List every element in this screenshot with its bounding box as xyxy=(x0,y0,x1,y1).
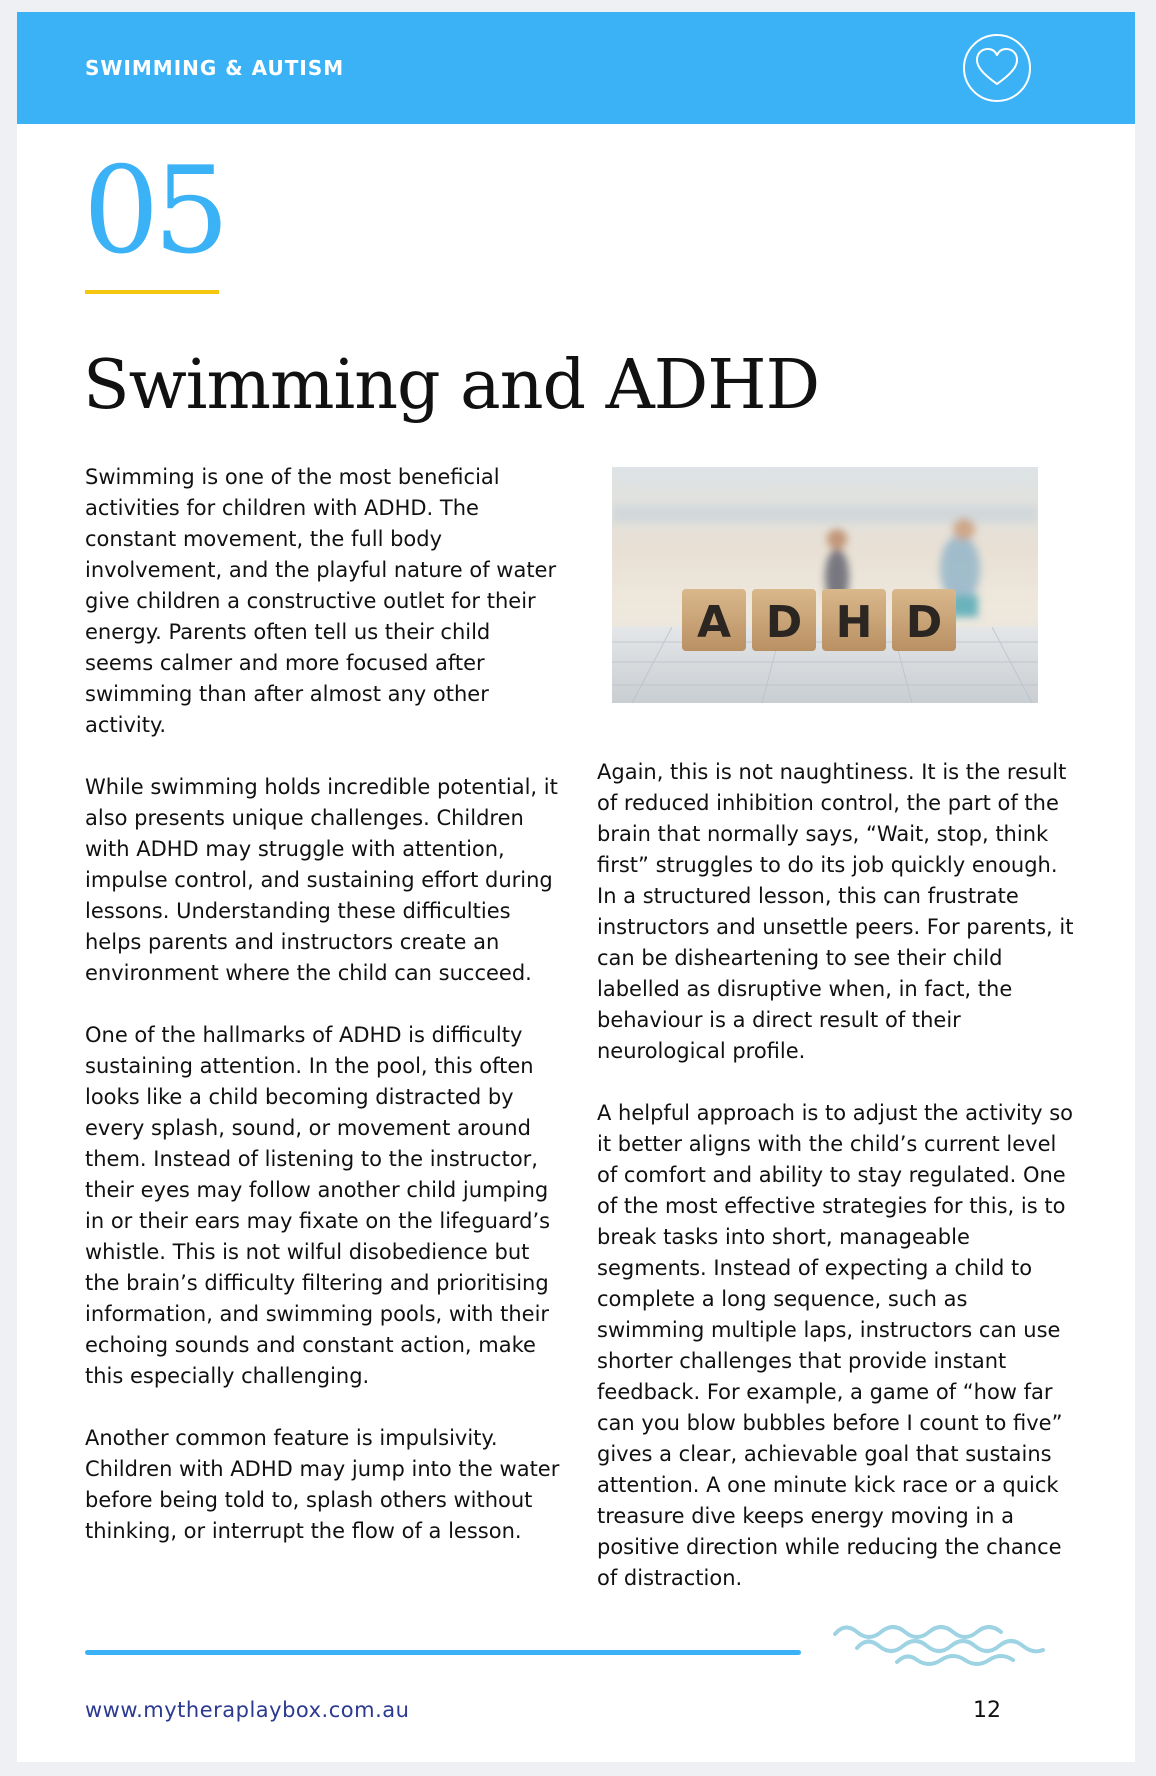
right-column xyxy=(597,757,1079,1625)
block-letter: D xyxy=(765,597,803,648)
header-title: SWIMMING & AUTISM xyxy=(85,56,345,80)
page-title: Swimming and ADHD xyxy=(83,346,820,425)
paragraph: While swimming holds incredible potential, it also presents unique challenges. Children with ADHD may struggle with attention, impulse control, and sustaining effort during lessons. Understanding these difficulties helps parents and instructors create an environment where the child can succeed. xyxy=(85,775,558,985)
block-letter: H xyxy=(835,597,873,648)
chapter-underline xyxy=(85,290,219,294)
footer-divider xyxy=(85,1650,801,1655)
header-bar xyxy=(17,12,1135,124)
paragraph: Swimming is one of the most beneficial activities for children with ADHD. The constant movement, the full body involvement, and the playful nature of water give children a constructive outlet for their energy. Parents often tell us their child seems calmer and more focused after swimming than after almost any other activity. xyxy=(85,465,557,737)
page-number: 12 xyxy=(973,1698,1001,1723)
paragraph: Another common feature is impulsivity. Children with ADHD may jump into the water before being told to, splash others without thinking, or interrupt the flow of a lesson. xyxy=(85,1426,560,1543)
block-letter: A xyxy=(696,597,732,648)
paragraph: One of the hallmarks of ADHD is difficulty sustaining attention. In the pool, this often looks like a child becoming distracted by every splash, sound, or movement around them. Instead of listening to the instructor, their eyes may follow another child jumping in or their ears may fixate on the lifeguard’s whistle. This is not wilful disobedience but the brain’s difficulty filtering and prioritising information, and swimming pools, with their echoing sounds and constant action, make this especially challenging. xyxy=(85,1023,551,1388)
left-column xyxy=(85,462,563,1578)
chapter-number: 05 xyxy=(83,142,224,281)
paragraph: A helpful approach is to adjust the activity so it better aligns with the child’s current level of comfort and ability to stay regulated. One of the most effective strategies for this, is to break tasks into short, manageable segments. Instead of expecting a child to complete a long sequence, such as swimming multiple laps, instructors can use shorter challenges that provide instant feedback. For example, a game of “how far can you blow bubbles before I count to five” gives a clear, achievable goal that sustains attention. A one minute kick race or a quick treasure dive keeps energy moving in a positive direction while reducing the chance of distraction. xyxy=(597,1101,1074,1590)
block-letter: D xyxy=(905,597,943,648)
paragraph: Again, this is not naughtiness. It is the result of reduced inhibition control, the part of the brain that normally says, “Wait, stop, think first” struggles to do its job quickly enough. In a structured lesson, this can frustrate instructors and unsettle peers. For parents, it can be disheartening to see their child labelled as disruptive when, in fact, the behaviour is a direct result of their neurological profile. xyxy=(597,760,1074,1063)
adhd-blocks-photo xyxy=(612,467,1038,703)
footer-url-link[interactable]: www.mytheraplaybox.com.au xyxy=(85,1698,410,1722)
heart-icon xyxy=(961,32,1033,104)
wave-decoration-icon xyxy=(827,1612,1067,1670)
page xyxy=(17,12,1135,1762)
